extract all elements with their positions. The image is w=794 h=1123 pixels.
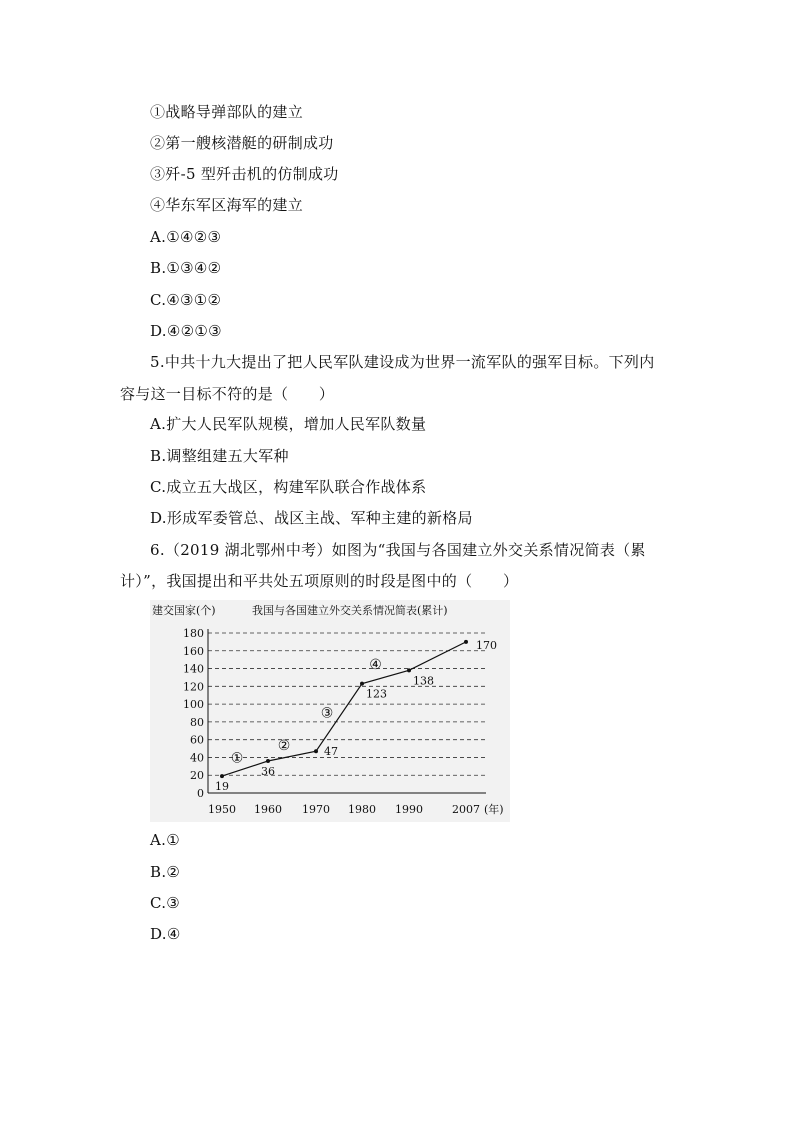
data-label: 19 [215,780,229,794]
chart-ylabel: 建交国家(个) [152,604,216,617]
chart-svg [150,600,510,822]
segment-marker: ④ [369,657,382,673]
q4-item-3: ③歼-5 型歼击机的仿制成功 [150,165,339,183]
q6-option-b: B.② [150,863,181,881]
x-tick-label: 1950 [208,803,236,816]
q6-option-a: A.① [150,831,180,849]
y-tick-label: 120 [183,680,204,694]
q6-option-d: D.④ [150,925,181,943]
y-tick-label: 20 [190,769,204,783]
data-label: 36 [261,765,275,778]
diplomatic-relations-chart [150,600,510,822]
q5-option-d: D.形成军委管总、战区主战、军种主建的新格局 [150,509,473,527]
data-point [266,759,270,763]
data-point [360,682,364,686]
q6-stem-line1: 6.（2019 湖北鄂州中考）如图为“我国与各国建立外交关系情况简表（累 [150,541,646,559]
q4-option-b: B.①③④② [150,259,222,277]
y-tick-label: 160 [183,644,204,658]
y-tick-label: 140 [183,662,204,676]
q6-stem-line2: 计）”，我国提出和平共处五项原则的时段是图中的（ ） [120,572,519,590]
q4-option-c: C.④③①② [150,291,222,309]
q5-stem-line2: 容与这一目标不符的是（ ） [120,385,335,403]
y-tick-label: 0 [197,787,204,800]
x-tick-label: 1960 [254,803,282,816]
q4-option-a: A.①④②③ [150,228,222,246]
y-tick-label: 180 [183,627,204,640]
q6-option-c: C.③ [150,894,181,912]
y-tick-label: 100 [183,698,204,712]
q5-option-c: C.成立五大战区，构建军队联合作战体系 [150,478,427,496]
data-point [464,640,468,644]
q4-item-2: ②第一艘核潜艇的研制成功 [150,134,334,152]
q5-stem-line1: 5.中共十九大提出了把人民军队建设成为世界一流军队的强军目标。下列内 [150,353,655,371]
x-tick-label: 1980 [348,803,376,816]
segment-marker: ③ [320,705,334,722]
data-point [220,774,224,778]
y-tick-label: 60 [190,733,204,747]
q4-item-4: ④华东军区海军的建立 [150,196,304,214]
x-tick-label: 2007 [452,803,480,816]
data-label: 170 [476,638,497,652]
chart-title: 我国与各国建立外交关系情况简表(累计) [252,604,448,617]
data-label: 123 [366,687,387,701]
q5-option-a: A.扩大人民军队规模，增加人民军队数量 [150,415,427,433]
segment-marker: ② [277,738,291,755]
data-label: 47 [324,745,338,759]
segment-marker: ① [230,750,244,767]
q4-option-d: D.④②①③ [150,322,222,340]
y-tick-label: 40 [190,751,204,765]
x-tick-label: 1970 [302,803,330,816]
data-point [314,749,318,753]
q5-option-b: B.调整组建五大军种 [150,447,289,465]
x-tick-label: 1990 [395,803,423,816]
y-tick-label: 80 [190,715,204,729]
data-label: 138 [413,674,434,688]
data-point [407,668,411,672]
q4-item-1: ①战略导弹部队的建立 [150,103,304,121]
chart-x-unit: (年) [484,803,504,816]
